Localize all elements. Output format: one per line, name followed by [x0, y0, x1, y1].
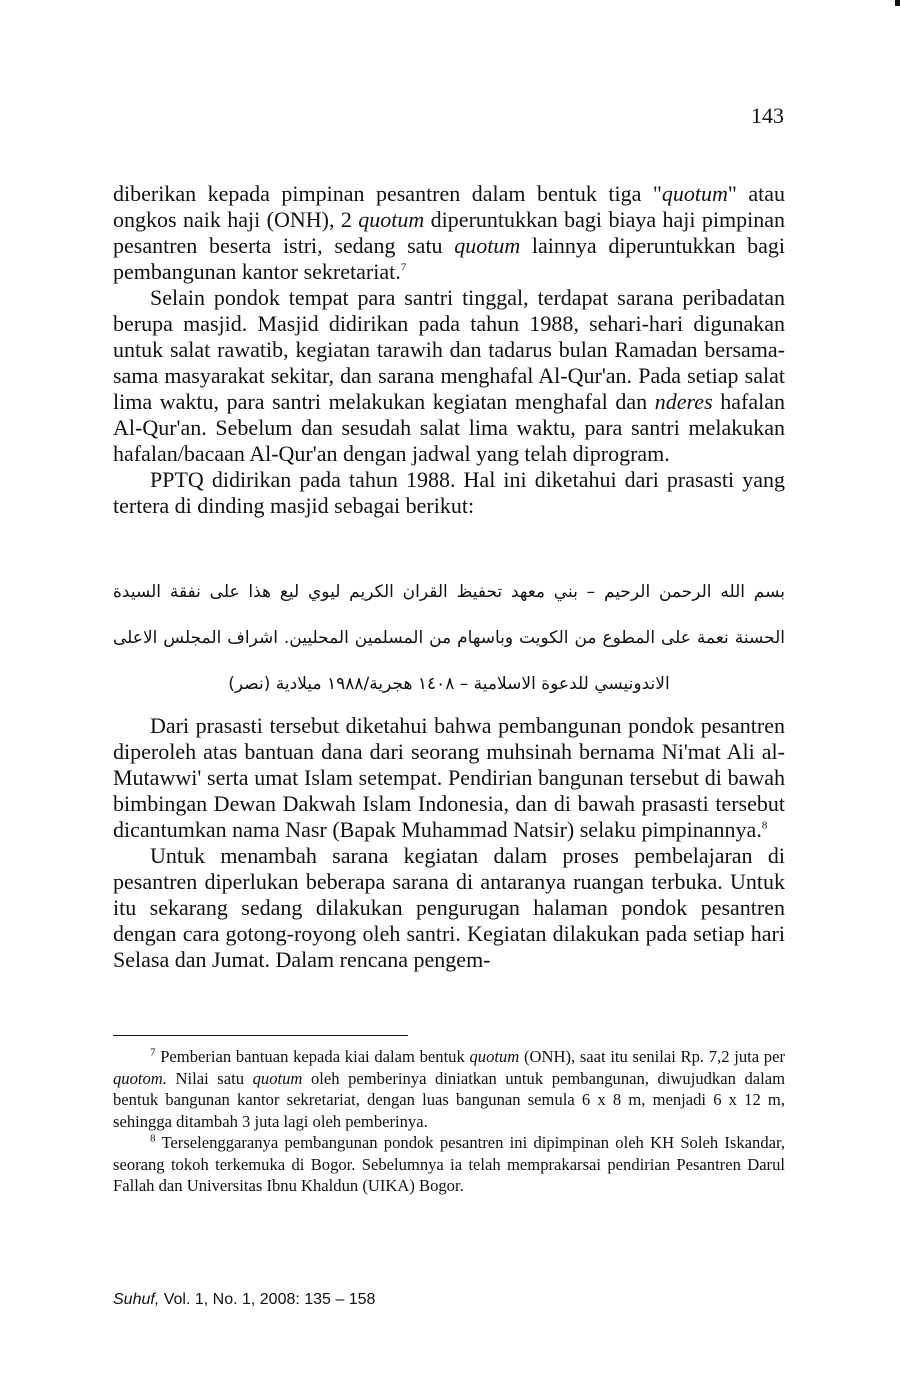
- term-quotum: quotum: [469, 1047, 520, 1066]
- inscription-line-3: الاندونيسي للدعوة الاسلامية – ١٤٠٨ هجرية/١٩٨٨ ميلادية (نصر): [228, 674, 670, 694]
- footnotes: [113, 1046, 785, 1197]
- body-text-upper: [113, 181, 785, 519]
- term-nderes: nderes: [654, 389, 713, 414]
- term-quotom: quotom.: [113, 1068, 167, 1088]
- footnote-7-text-c: Nilai satu: [166, 1068, 253, 1088]
- paragraph-1-text-d: lainnya diperuntukkan bagi pembangunan kantor sekretariat.: [113, 233, 785, 284]
- term-quotum: quotum: [661, 181, 728, 206]
- footnote-7: [113, 1046, 785, 1132]
- footnote-divider: [113, 1035, 408, 1036]
- paragraph-1-text-a: diberikan kepada pimpinan pesantren dalam bentuk tiga ": [113, 181, 662, 206]
- paragraph-4-text: Dari prasasti tersebut diketahui bahwa pembangunan pondok pesantren diperoleh atas bantuan dana dari seorang muhsinah bernama Ni'mat Ali al-Mutawwi' serta umat Islam setempat. Pendirian bangunan tersebut di bawah bimbingan Dewan Dakwah Islam Indonesia, dan di bawah prasasti tersebut dicantumkan nama Nasr (Bapak Muhammad Natsir) selaku pimpinannya.: [113, 713, 785, 842]
- paragraph-2-text-a: Selain pondok tempat para santri tinggal, terdapat sarana peribadatan berupa masjid. Masjid didirikan pada tahun 1988, sehari-hari digunakan untuk salat rawatib, kegiatan tarawih dan tadarus bulan Ramadan bersama-sama masyarakat sekitar, dan sarana menghafal Al-Qur'an. Pada setiap salat lima waktu, para santri melakukan kegiatan menghafal dan: [113, 285, 785, 414]
- paragraph-2-text-b: hafalan Al-Qur'an. Sebelum dan sesudah salat lima waktu, para santri melakukan hafalan/bacaan Al-Qur'an dengan jadwal yang telah diprogram.: [113, 389, 786, 466]
- paragraph-4: [113, 713, 785, 843]
- footnote-8-text: Terselenggaranya pembangunan pondok pesantren ini dipimpinan oleh KH Soleh Iskandar, seorang tokoh terkemuka di Bogor. Sebelumnya ia telah memprakarsai pendirian Pesantren Darul Fallah dan Universitas Ibnu Khaldun (UIKA) Bogor.: [113, 1133, 785, 1195]
- footnote-8: [113, 1132, 785, 1197]
- journal-details: Vol. 1, No. 1, 2008: 135 – 158: [159, 1291, 376, 1308]
- paragraph-1-text-b: " atau ongkos naik haji (ONH), 2: [113, 181, 785, 232]
- term-quotum: quotum: [358, 207, 425, 232]
- paragraph-5: Untuk menambah sarana kegiatan dalam proses pembelajaran di pesantren diperlukan beberapa sarana di antaranya ruangan terbuka. Untuk itu sekarang sedang dilakukan pengurugan halaman pondok pesantren dengan cara gotong-royong oleh santri. Kegiatan dilakukan pada setiap hari Selasa dan Jumat. Dalam rencana pengem-: [113, 843, 785, 972]
- footnote-ref-7[interactable]: 7: [400, 261, 407, 274]
- term-quotum: quotum: [454, 233, 521, 258]
- footnote-8-number: 8: [150, 1132, 156, 1145]
- paragraph-1-text-c: diperuntukkan bagi biaya haji pimpinan pesantren beserta istri, sedang satu: [113, 207, 785, 258]
- paragraph-1: [113, 181, 785, 285]
- journal-footer: [113, 1290, 375, 1310]
- paragraph-2: [113, 285, 785, 467]
- inscription-line-2: الحسنة نعمة على المطوع من الكويت وباسهام من المسلمين المحليين. اشراف المجلس الاعلى: [113, 628, 785, 648]
- footnote-7-text-a: Pemberian bantuan kepada kiai dalam bentuk: [155, 1047, 470, 1066]
- paragraph-3: PPTQ didirikan pada tahun 1988. Hal ini diketahui dari prasasti yang tertera di dinding masjid sebagai berikut:: [113, 467, 785, 518]
- body-text-lower: [113, 713, 785, 973]
- term-quotum: quotum: [252, 1068, 303, 1088]
- footnote-7-text-b: (ONH), saat itu senilai Rp. 7,2 juta per: [519, 1047, 785, 1066]
- inscription-block: [113, 575, 785, 713]
- footnote-7-text-d: oleh pemberinya diniatkan untuk pembangunan, diwujudkan dalam bentuk bangunan kantor sekretariat, dengan luas bangunan semula 6 x 8 m, menjadi 6 x 12 m, sehingga ditambah 3 juta lagi oleh pemberinya.: [113, 1068, 785, 1131]
- journal-name: Suhuf,: [113, 1291, 160, 1308]
- footnote-ref-8[interactable]: 8: [761, 819, 768, 832]
- scan-corner-mark: [895, 0, 900, 6]
- page-number: 143: [751, 103, 784, 128]
- footnote-7-number: 7: [150, 1046, 156, 1059]
- inscription-line-1: بسم الله الرحمن الرحيم – بني معهد تحفيظ القران الكريم ليوي ليع هذا على نفقة السيدة: [113, 582, 785, 602]
